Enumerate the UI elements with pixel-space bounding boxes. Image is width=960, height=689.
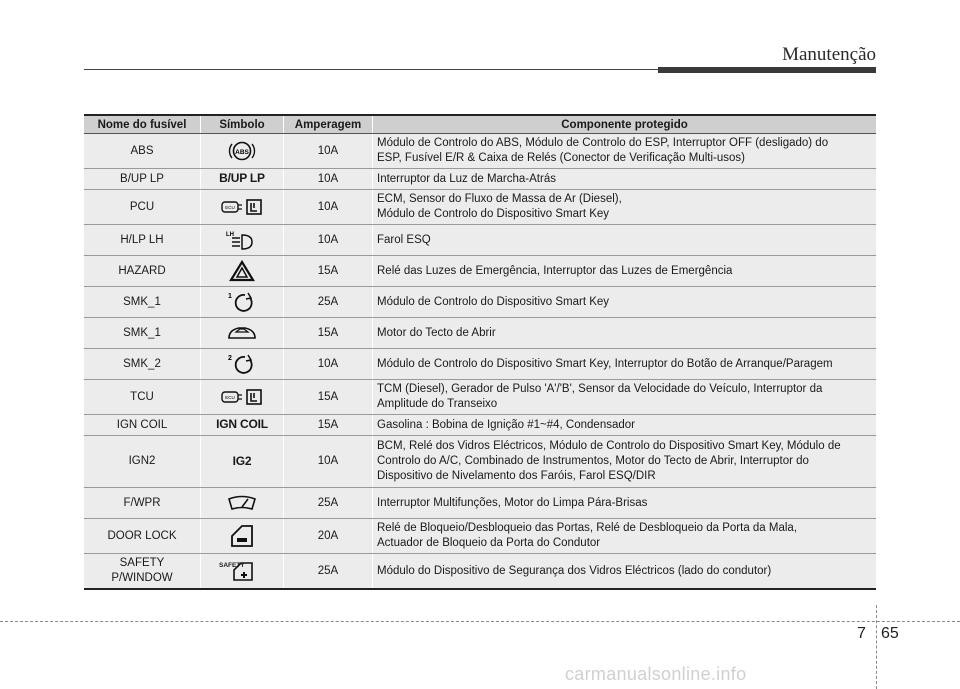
table-row [84, 225, 876, 256]
wiper-icon [226, 497, 258, 509]
fuse-amperage: 10A [284, 190, 373, 225]
fuse-symbol [201, 349, 284, 380]
abs-icon [228, 145, 256, 157]
fuse-symbol [201, 169, 284, 190]
fuse-symbol [201, 380, 284, 415]
table-row [84, 415, 876, 436]
table-row [84, 287, 876, 318]
table-row [84, 488, 876, 519]
fuse-component: TCM (Diesel), Gerador de Pulso 'A'/'B', Sensor da Velocidade do Veículo, Interruptor da Amplitude do Transeixo [373, 380, 877, 415]
fuse-component: ECM, Sensor do Fluxo de Massa de Ar (Diesel), Módulo de Controlo do Dispositivo Smart Key [373, 190, 877, 225]
fuse-symbol [201, 256, 284, 287]
fuse-component: Relé de Bloqueio/Desbloqueio das Portas, Relé de Desbloqueio da Porta da Mala, Actuador de Bloqueio da Porta do Condutor [373, 519, 877, 554]
svg-text:2: 2 [228, 355, 232, 362]
col-header-amperage: Amperagem [284, 115, 373, 134]
fuse-amperage: 10A [284, 436, 373, 488]
fuse-component: Motor do Tecto de Abrir [373, 318, 877, 349]
fuse-component: Farol ESQ [373, 225, 877, 256]
svg-text:ABS: ABS [235, 148, 249, 156]
fuse-amperage: 10A [284, 225, 373, 256]
header-bar [658, 67, 876, 73]
fuse-component: Módulo de Controlo do ABS, Módulo de Controlo do ESP, Interruptor OFF (desligado) do ESP, Fusível E/R & Caixa de Relés (Conector de Verificação Multi-usos) [373, 134, 877, 169]
ecm-tcu-icon [219, 201, 265, 213]
hazard-icon [229, 265, 255, 277]
col-header-name: Nome do fusível [84, 115, 201, 134]
symbol-label: IG2 [232, 453, 252, 468]
table-row [84, 519, 876, 554]
fuse-name: ABS [84, 134, 201, 169]
symbol-label: IGN COIL [216, 417, 268, 431]
fuse-name: IGN2 [84, 436, 201, 488]
fuse-name: SMK_1 [84, 318, 201, 349]
footer-page-divider [876, 605, 877, 689]
fuse-symbol [201, 134, 284, 169]
fuse-amperage: 25A [284, 488, 373, 519]
fuse-symbol [201, 287, 284, 318]
fuse-component: Módulo de Controlo do Dispositivo Smart Key, Interruptor do Botão de Arranque/Paragem [373, 349, 877, 380]
fuse-amperage: 15A [284, 380, 373, 415]
fuse-symbol [201, 225, 284, 256]
page-number: 65 [881, 625, 899, 642]
sunroof-icon [225, 327, 259, 339]
fuse-symbol [201, 436, 284, 488]
fuse-name: H/LP LH [84, 225, 201, 256]
table-row [84, 380, 876, 415]
fuse-component: Módulo do Dispositivo de Segurança dos Vidros Eléctricos (lado do condutor) [373, 554, 877, 590]
fuse-component: Gasolina : Bobina de Ignição #1~#4, Condensador [373, 415, 877, 436]
fuse-component: BCM, Relé dos Vidros Eléctricos, Módulo de Controlo do Dispositivo Smart Key, Módulo de Controlo do A/C, Combinado de Instrumentos, Motor do Tecto de Abrir, Interruptor do Dispositivo de Nivelamento dos Faróis, Farol ESQ/DIR [373, 436, 877, 488]
svg-text:ECU: ECU [225, 395, 235, 400]
svg-text:ECU: ECU [225, 205, 235, 210]
fuse-name: SMK_2 [84, 349, 201, 380]
fuse-symbol [201, 190, 284, 225]
fuse-name: SAFETY P/WINDOW [84, 554, 201, 590]
table-row [84, 349, 876, 380]
fuse-table-header [84, 115, 876, 134]
fuse-component: Interruptor da Luz de Marcha-Atrás [373, 169, 877, 190]
fuse-amperage: 15A [284, 415, 373, 436]
fuse-amperage: 15A [284, 256, 373, 287]
watermark: carmanualsonline.info [565, 664, 747, 684]
footer-dashed-rule [0, 621, 960, 622]
fuse-name: HAZARD [84, 256, 201, 287]
ecm-tcu-icon [219, 391, 265, 403]
table-row [84, 436, 876, 488]
fuse-name: TCU [84, 380, 201, 415]
symbol-label: B/UP LP [219, 171, 265, 185]
fuse-symbol [201, 415, 284, 436]
fuse-table-body [84, 134, 876, 590]
table-row [84, 554, 876, 590]
fuse-amperage: 10A [284, 169, 373, 190]
smart-key-1-icon [226, 293, 258, 308]
fuse-amperage: 25A [284, 554, 373, 590]
symbol-label: SAFETY [219, 562, 245, 569]
table-row [84, 190, 876, 225]
fuse-name: SMK_1 [84, 287, 201, 318]
fuse-symbol [201, 318, 284, 349]
col-header-component: Componente protegido [373, 115, 877, 134]
section-title: Manutenção [782, 44, 876, 65]
fuse-amperage: 10A [284, 349, 373, 380]
fuse-name: B/UP LP [84, 169, 201, 190]
table-row [84, 134, 876, 169]
fuse-component: Módulo de Controlo do Dispositivo Smart Key [373, 287, 877, 318]
table-row [84, 318, 876, 349]
fuse-component: Relé das Luzes de Emergência, Interruptor das Luzes de Emergência [373, 256, 877, 287]
fuse-symbol [201, 554, 284, 590]
fuse-name: IGN COIL [84, 415, 201, 436]
svg-text:LH: LH [226, 232, 234, 238]
smart-key-2-icon [226, 355, 258, 370]
fuse-name: DOOR LOCK [84, 519, 201, 554]
svg-text:1: 1 [228, 293, 232, 300]
fuse-amperage: 25A [284, 287, 373, 318]
table-row [84, 256, 876, 287]
fuse-name: F/WPR [84, 488, 201, 519]
col-header-symbol: Símbolo [201, 115, 284, 134]
fuse-amperage: 10A [284, 134, 373, 169]
fuse-amperage: 15A [284, 318, 373, 349]
table-row [84, 169, 876, 190]
fuse-symbol [201, 488, 284, 519]
headlamp-lh-icon [224, 234, 260, 246]
fuse-amperage: 20A [284, 519, 373, 554]
fuse-name: PCU [84, 190, 201, 225]
fuse-symbol [201, 519, 284, 554]
fuse-table [84, 114, 876, 590]
fuse-component: Interruptor Multifunções, Motor do Limpa Pára-Brisas [373, 488, 877, 519]
chapter-number: 7 [857, 625, 866, 642]
door-lock-icon [228, 530, 256, 542]
